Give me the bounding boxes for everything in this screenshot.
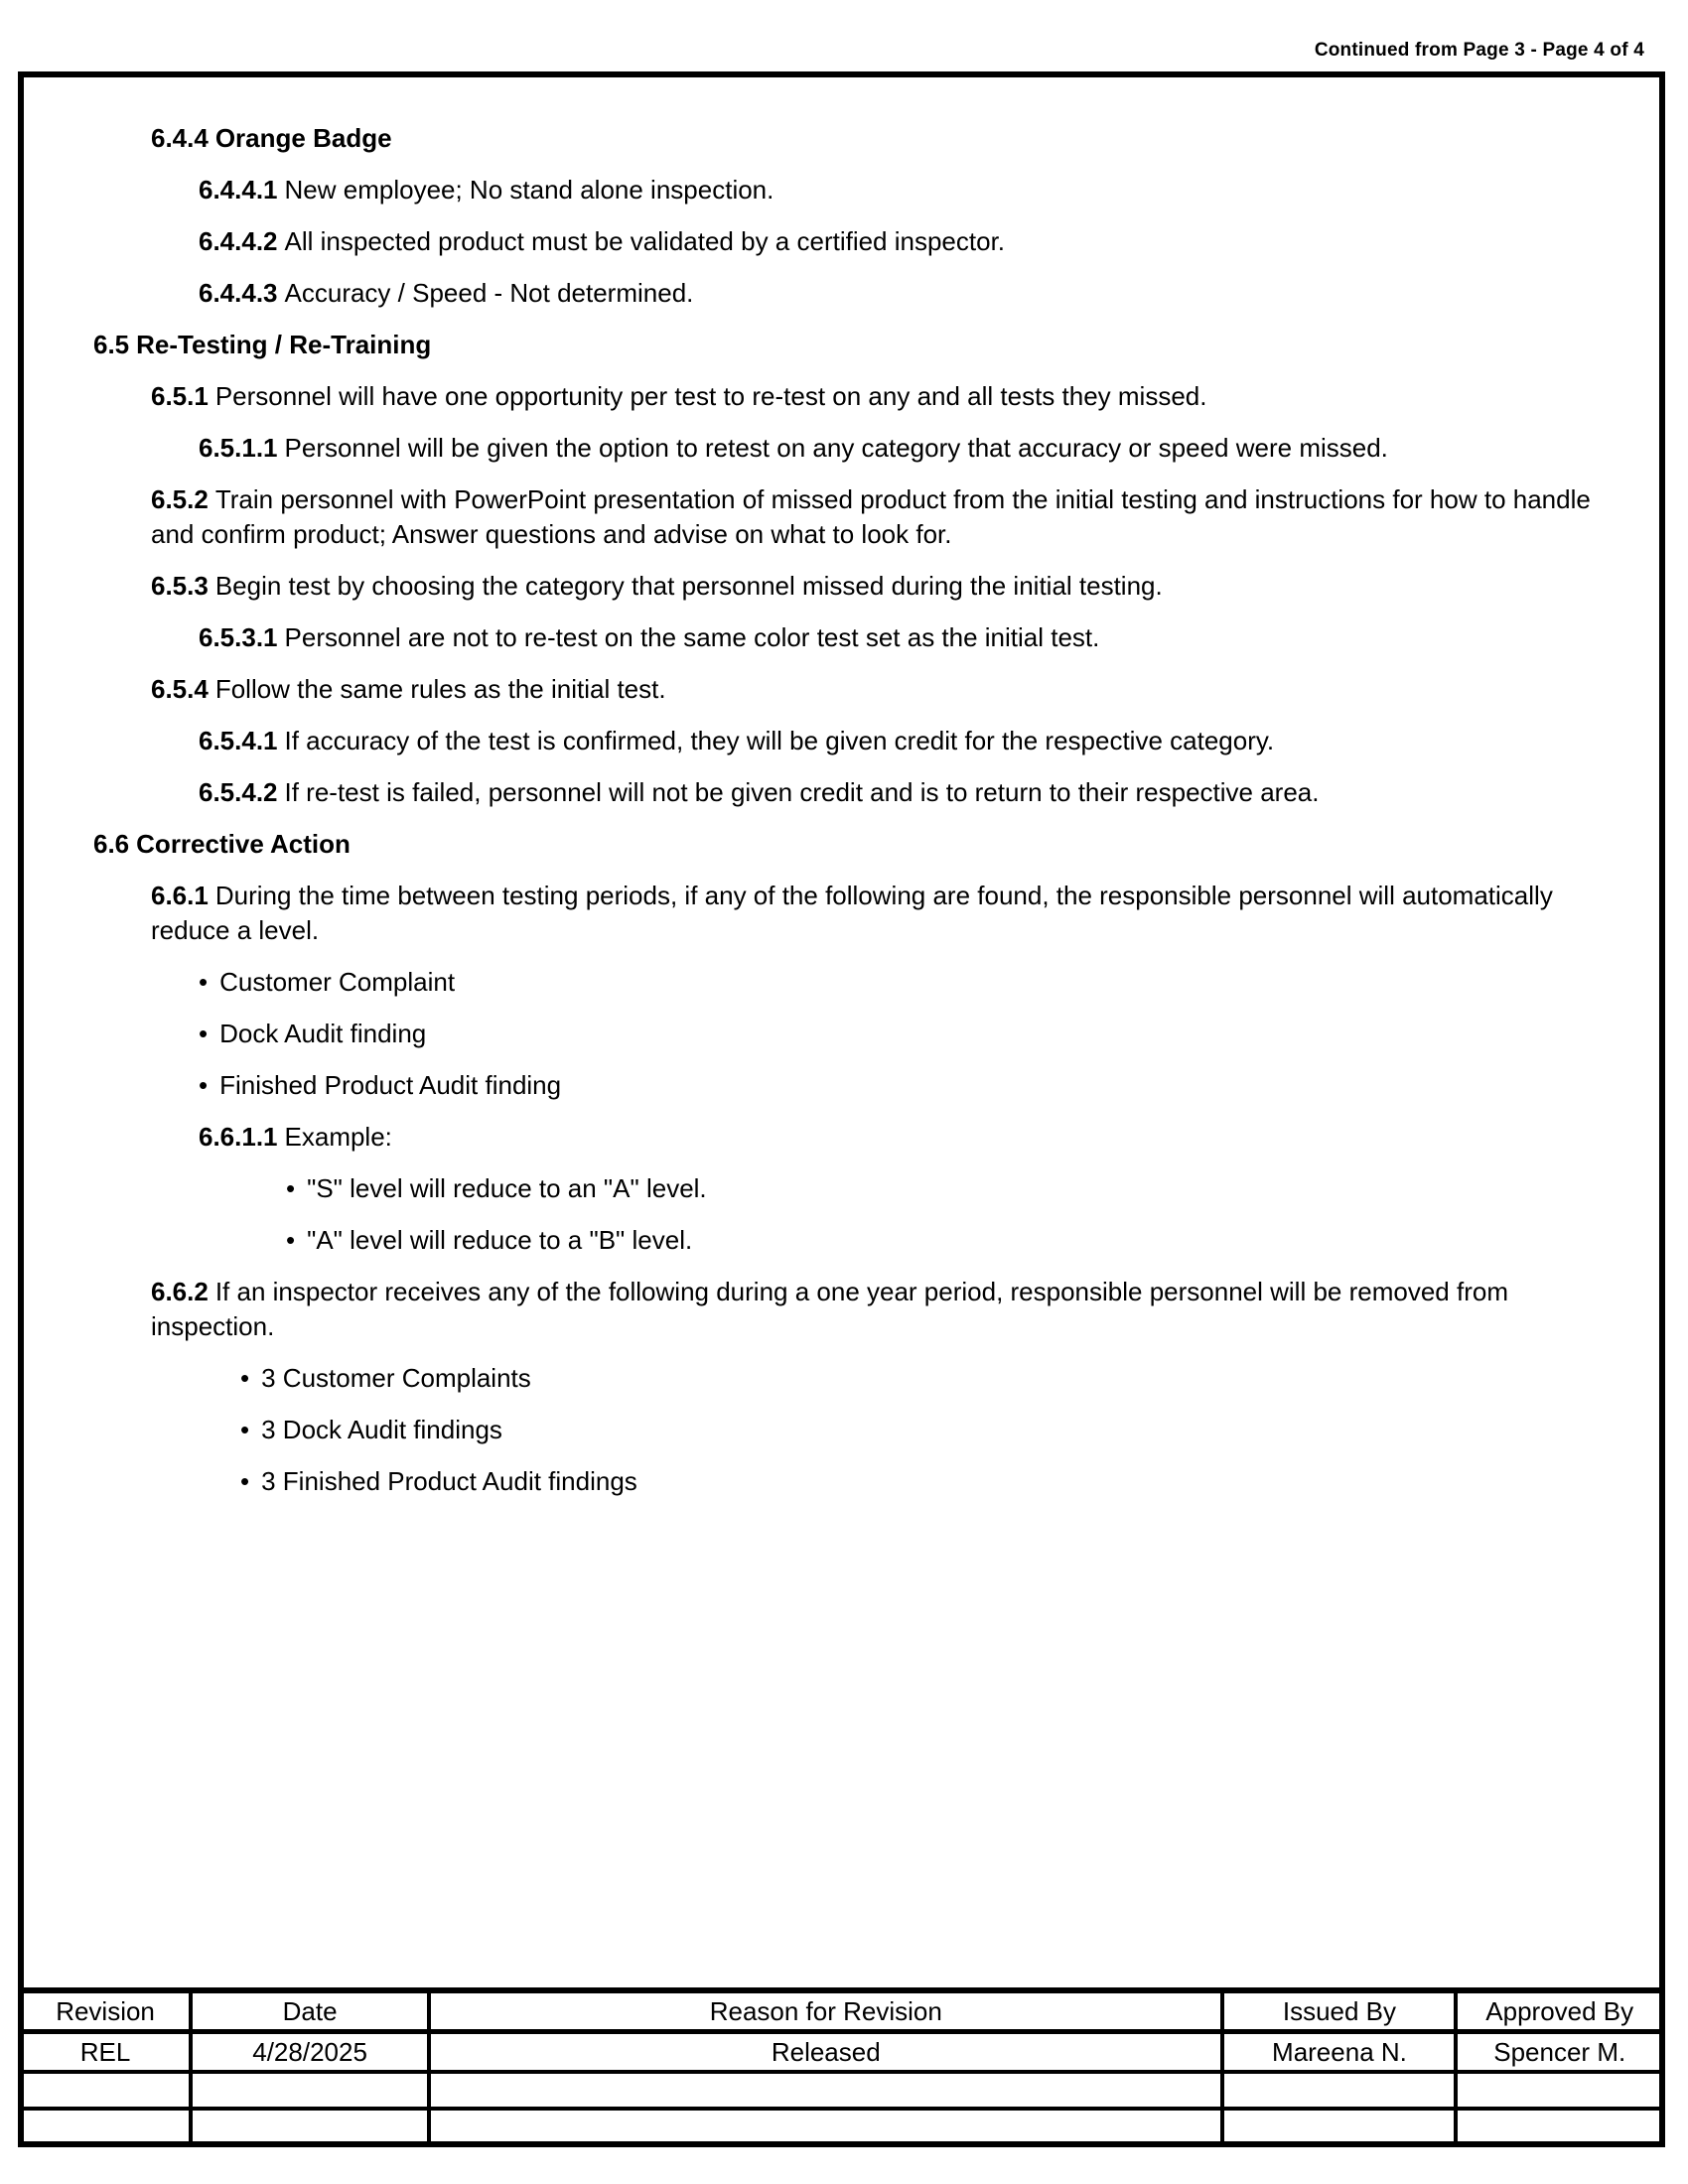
cell-approved-by: Spencer M. [1456,2032,1663,2073]
clause-text: Personnel are not to re-test on the same color test set as the initial test. [284,622,1100,652]
paragraph-6-6-1 [151,879,1629,948]
section-heading-6-5 [93,328,1629,362]
page-frame [18,71,1665,2147]
paragraph-6-5-4 [151,672,1629,707]
bullet-text: 3 Dock Audit findings [261,1415,502,1444]
cell-date [191,2072,429,2109]
bullet-icon: • [286,1173,296,1203]
clause-text: Follow the same rules as the initial test. [214,674,666,704]
bullet-icon: • [240,1363,250,1393]
continued-note: Continued from Page 3 - Page 4 of 4 [1314,40,1644,61]
bullet-item [286,1223,1629,1258]
table-header-approved-by: Approved By [1456,1990,1663,2032]
bullet-icon: • [240,1415,250,1444]
cell-issued-by [1222,2072,1456,2109]
table-row [20,2109,1663,2145]
paragraph-6-5-3-1 [199,620,1629,655]
table-row [20,2032,1663,2073]
clause-number: 6.6.1 [151,881,209,910]
clause-text: Example: [284,1122,392,1152]
bullet-icon: • [240,1466,250,1496]
paragraph-6-4-4-3 [199,276,1629,311]
bullet-icon: • [199,967,209,997]
table-row [20,2072,1663,2109]
clause-text: Train personnel with PowerPoint presentation of missed product from the initial testing and instructions for how to handle and confirm product; Answer questions and advise on what to look for. [151,484,1591,549]
bullet-item [240,1413,1629,1447]
clause-number: 6.5.3.1 [199,622,278,652]
clause-number: 6.5.3 [151,571,209,601]
bullet-text: Finished Product Audit finding [219,1070,562,1100]
paragraph-6-4-4-2 [199,224,1629,259]
cell-reason [429,2072,1222,2109]
bullet-item [199,965,1629,1000]
cell-date [191,2109,429,2145]
paragraph-6-5-4-1 [199,724,1629,758]
clause-number: 6.5.4.2 [199,777,278,807]
paragraph-6-5-4-2 [199,775,1629,810]
paragraph-6-6-2 [151,1275,1629,1344]
table-header-row [20,1990,1663,2032]
clause-text: Personnel will be given the option to retest on any category that accuracy or speed were missed. [284,433,1388,463]
clause-number: 6.5.1.1 [199,433,278,463]
paragraph-6-5-2 [151,482,1629,552]
document-body [24,77,1659,1987]
clause-number: 6.5.1 [151,381,209,411]
clause-number: 6.6.2 [151,1277,209,1306]
table-header-revision: Revision [20,1990,191,2032]
section-heading-6-6 [93,827,1629,862]
revision-table-container [18,1987,1665,2147]
cell-revision: REL [20,2032,191,2073]
bullet-text: Dock Audit finding [219,1019,427,1048]
cell-reason: Released [429,2032,1222,2073]
clause-number: 6.5.2 [151,484,209,514]
section-title: Orange Badge [214,123,392,153]
table-header-date: Date [191,1990,429,2032]
clause-text: Begin test by choosing the category that personnel missed during the initial testing. [214,571,1163,601]
cell-approved-by [1456,2109,1663,2145]
cell-approved-by [1456,2072,1663,2109]
clause-text: If accuracy of the test is confirmed, they will be given credit for the respective category. [284,726,1275,755]
section-heading-6-4-4 [151,121,1629,156]
bullet-item [286,1171,1629,1206]
clause-number: 6.4.4.1 [199,175,278,205]
cell-date: 4/28/2025 [191,2032,429,2073]
cell-issued-by: Mareena N. [1222,2032,1456,2073]
clause-text: Accuracy / Speed - Not determined. [284,278,694,308]
bullet-icon: • [199,1019,209,1048]
bullet-text: "A" level will reduce to a "B" level. [307,1225,693,1255]
table-header-reason: Reason for Revision [429,1990,1222,2032]
clause-number: 6.4.4.3 [199,278,278,308]
bullet-text: Customer Complaint [219,967,456,997]
clause-number: 6.5.4 [151,674,209,704]
clause-text: New employee; No stand alone inspection. [284,175,774,205]
bullet-icon: • [286,1225,296,1255]
bullet-item [199,1017,1629,1051]
paragraph-6-6-1-1 [199,1120,1629,1155]
clause-text: During the time between testing periods, if any of the following are found, the responsible personnel will automatically reduce a level. [151,881,1553,945]
section-title: Corrective Action [136,829,351,859]
section-title: Re-Testing / Re-Training [136,330,432,359]
bullet-text: 3 Customer Complaints [261,1363,531,1393]
bullet-item [240,1464,1629,1499]
bullet-item [199,1068,1629,1103]
cell-issued-by [1222,2109,1456,2145]
bullet-text: 3 Finished Product Audit findings [261,1466,637,1496]
paragraph-6-5-1 [151,379,1629,414]
clause-number: 6.5.4.1 [199,726,278,755]
clause-text: If an inspector receives any of the following during a one year period, responsible personnel will be removed from inspection. [151,1277,1508,1341]
clause-text: If re-test is failed, personnel will not be given credit and is to return to their respective area. [284,777,1320,807]
paragraph-6-4-4-1 [199,173,1629,207]
revision-table [18,1987,1665,2147]
section-number: 6.5 [93,330,130,359]
cell-revision [20,2072,191,2109]
cell-revision [20,2109,191,2145]
paragraph-6-5-1-1 [199,431,1629,466]
clause-number: 6.6.1.1 [199,1122,278,1152]
clause-text: All inspected product must be validated by a certified inspector. [284,226,1006,256]
clause-text: Personnel will have one opportunity per test to re-test on any and all tests they missed. [214,381,1207,411]
bullet-text: "S" level will reduce to an "A" level. [307,1173,707,1203]
bullet-icon: • [199,1070,209,1100]
clause-number: 6.4.4.2 [199,226,278,256]
paragraph-6-5-3 [151,569,1629,604]
section-number: 6.6 [93,829,130,859]
table-header-issued-by: Issued By [1222,1990,1456,2032]
cell-reason [429,2109,1222,2145]
bullet-item [240,1361,1629,1396]
section-number: 6.4.4 [151,123,209,153]
